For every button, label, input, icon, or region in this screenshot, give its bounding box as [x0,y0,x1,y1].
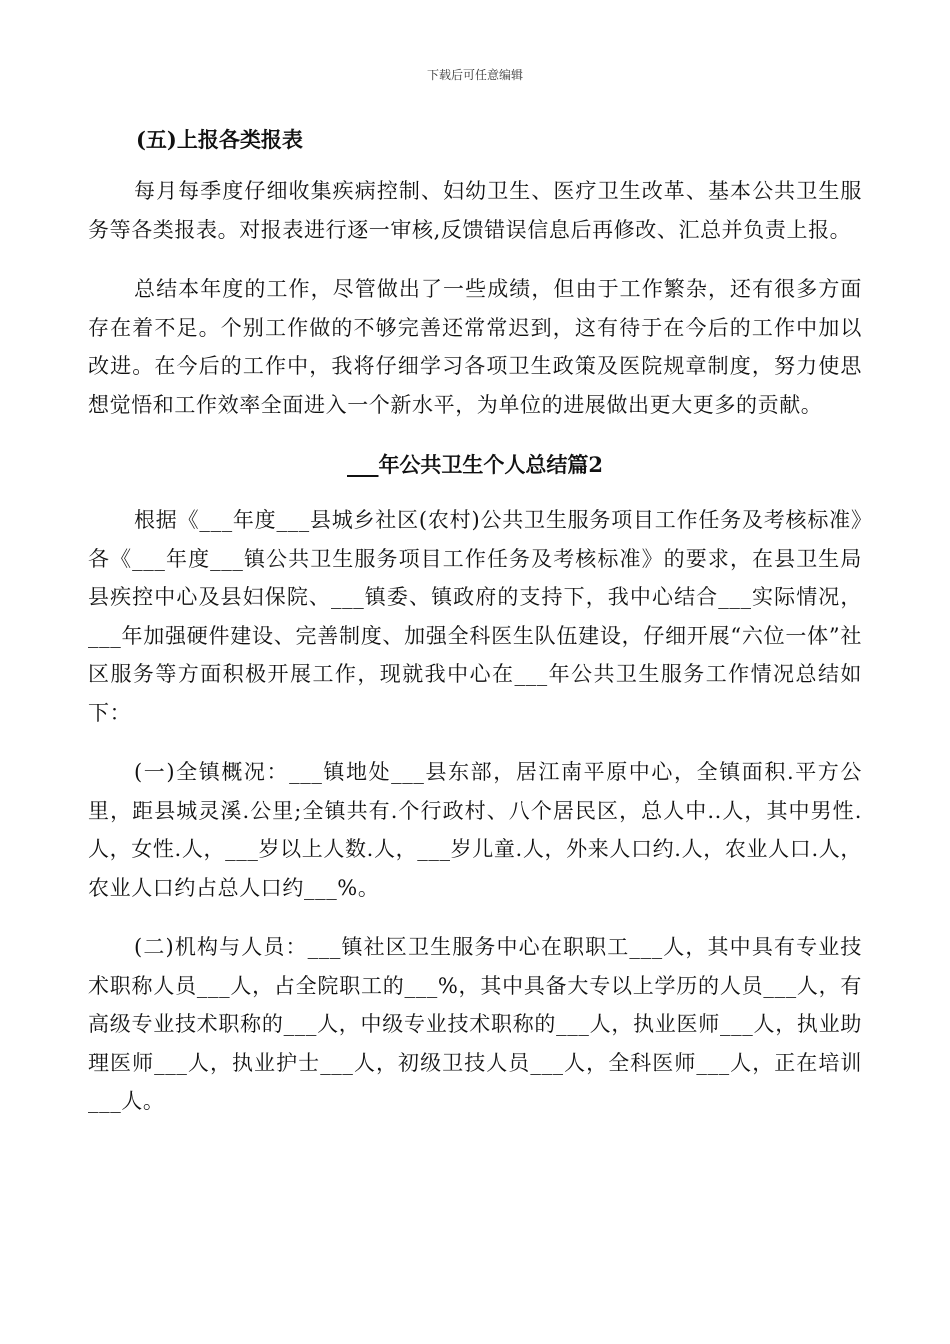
section-paragraph: 每月每季度仔细收集疾病控制、妇幼卫生、医疗卫生改革、基本公共卫生服务等各类报表。对报表进行逐一审核,反馈错误信息后再修改、汇总并负责上报。 [88,179,862,242]
header-note: 下载后可任意编辑 [426,68,523,82]
summary-paragraph: 总结本年度的工作，尽管做出了一些成绩，但由于工作繁杂，还有很多方面存在着不足。个别工作做的不够完善还常常迟到，这有待于在今后的工作中加以改进。在今后的工作中，我将仔细学习各项卫生政策及医院规章制度，努力使思想觉悟和工作效率全面进入一个新水平，为单位的进展做出更大更多的贡献。 [88,277,862,417]
document-body [88,112,862,1142]
section-heading: (五)上报各类报表 [136,127,303,152]
article-intro-paragraph: 根据《___年度___县城乡社区(农村)公共卫生服务项目工作任务及考核标准》各《___年度___镇公共卫生服务项目工作任务及考核标准》的要求，在县卫生局县疾控中心及县妇保院、___镇委、镇政府的支持下，我中心结合___实际情况，___年加强硬件建设、完善制度、加强全科医生队伍建设，仔细开展“六位一体”社区服务等方面积极开展工作，现就我中心在___年公共卫生服务工作情况总结如下： [88,508,862,725]
article-title: ___年公共卫生个人总结篇2 [346,452,604,477]
staffing-paragraph: (二)机构与人员：___镇社区卫生服务中心在职职工___人，其中具有专业技术职称人员___人，占全院职工的___%，其中具备大专以上学历的人员___人，有高级专业技术职称的___人，中级专业技术职称的___人，执业医师___人，执业助理医师___人，执业护士___人，初级卫技人员___人，全科医师___人，正在培训___人。 [88,935,862,1113]
overview-paragraph: (一)全镇概况：___镇地处___县东部，居江南平原中心，全镇面积.平方公里，距县城灵溪.公里;全镇共有.个行政村、八个居民区，总人中..人，其中男性.人，女性.人，___岁以上人数.人，___岁儿童.人，外来人口约.人，农业人口.人，农业人口约占总人口约___%。 [88,760,862,900]
